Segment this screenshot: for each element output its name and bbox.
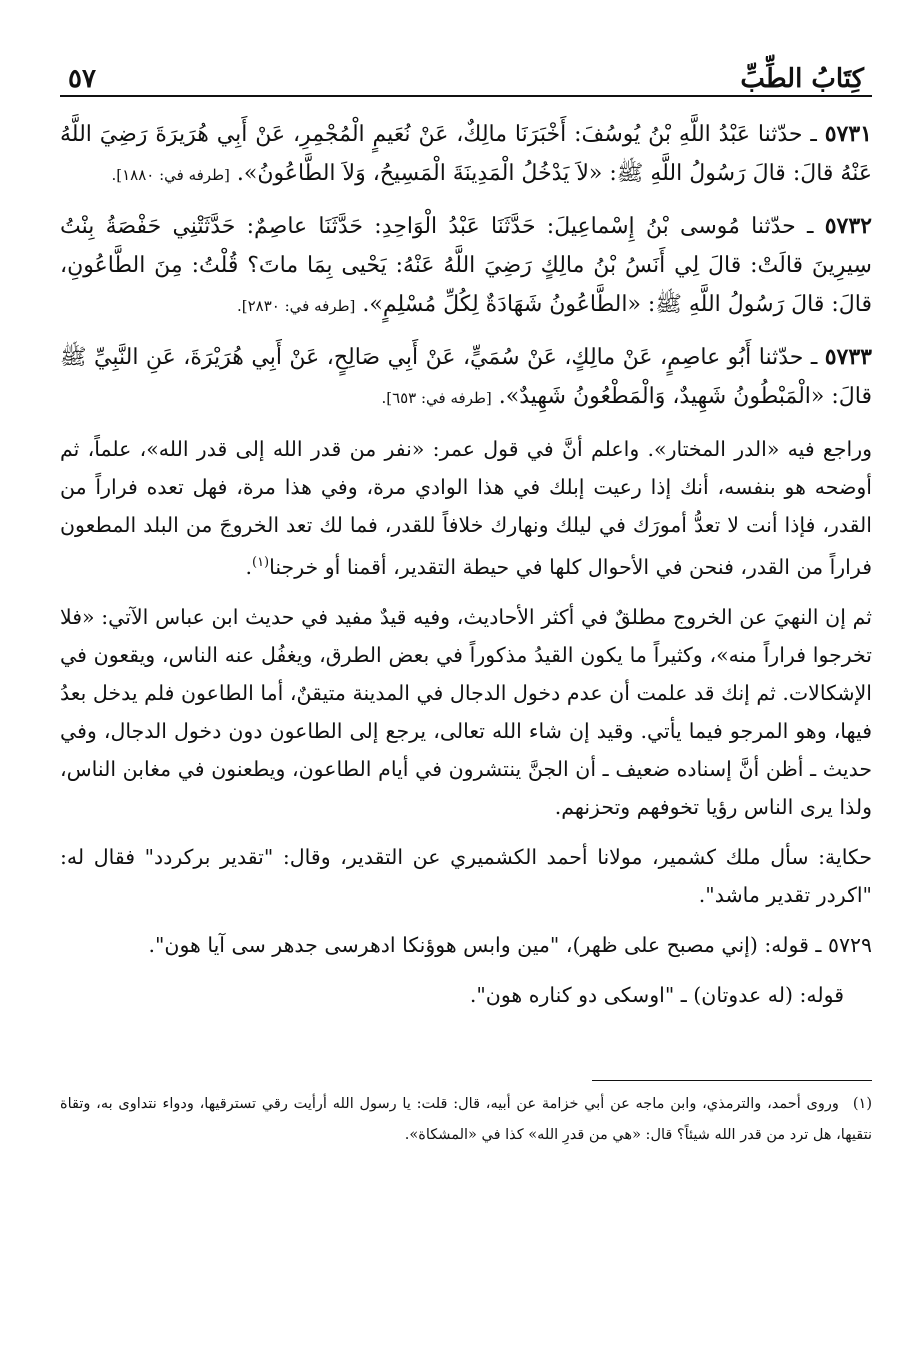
hadith-cross-reference: [طرفه في: ٦٥٣]. xyxy=(381,389,492,407)
commentary-paragraph xyxy=(60,838,872,914)
page-number: ٥٧ xyxy=(68,64,96,94)
commentary-paragraph xyxy=(60,430,872,586)
commentary-text: ٥٧٢٩ ـ قوله: (إني مصبح على ظهر)، "مين وابس هوؤنكا ادهرسى جدهر سى آيا هون". xyxy=(148,932,872,957)
commentary-text: ثم إن النهيَ عن الخروج مطلقٌ في أكثر الأحاديث، وفيه قيدٌ مفيد في حديث ابن عباس الآتي: «فلا تخرجوا فراراً منه»، وكثيراً ما يكون القيدُ مذكوراً في بعض الطرق، ويغفُل عنه الناس، ويقعون في الإشكالات. ثم إنك قد علمت أن عدم دخول الدجال في المدينة متيقنٌ، أما الطاعون فلم يدخل بعدُ فيها، وهو المرجو فيما يأتي. وقيد إن شاء الله تعالى، يرجع إلى الطاعون دون دخول الدجال، وفي حديث ـ أظن أنَّ إسناده ضعيف ـ أن الجنَّ ينتشرون في أيام الطاعون، ويطعنون في مغابن الناس، ولذا يرى الناس رؤيا تخوفهم وتحزنهم. xyxy=(60,604,872,819)
footnote-text: وروى أحمد، والترمذي، وابن ماجه عن أبي خزامة عن أبيه، قال: قلت: يا رسول الله أرأيت رقي تسترقيها، ودواء نتداوى به، وتقاة نتقيها، هل ترد من قدر الله شيئاً؟ قال: «هي من قدرِ الله» كذا في «المشكاة». xyxy=(60,1095,872,1143)
hadith-text: حدّثنا مُوسى بْنُ إِسْماعِيلَ: حَدَّثَنَا عَبْدُ الْوَاحِدِ: حَدَّثَنَا عاصِمٌ: حَدَّثَتْنِي حَفْصَةُ بِنْتُ سِيرِينَ قالَتْ: قالَ لِي أَنَسُ بْنُ مالِكٍ رَضِيَ اللَّهُ عَنْهُ: يَحْيى بِمَا ماتَ؟ قُلْتُ: مِنَ الطَّاعُونِ، قالَ: قالَ رَسُولُ اللَّهِ ﷺ: «الطَّاعُونُ شَهَادَةٌ لِكُلِّ مُسْلِمٍ». xyxy=(60,214,872,317)
footnote xyxy=(60,1089,872,1151)
footnote-reference: (١) xyxy=(251,555,270,570)
hadith-number: ٥٧٣٢ xyxy=(824,213,872,239)
commentary-paragraph xyxy=(60,976,872,1014)
commentary-tail: . xyxy=(245,554,252,579)
hadith-5731: ٥٧٣١ ـ حدّثنا عَبْدُ اللَّهِ بْنُ يُوسُفَ: أَخْبَرَنَا مالِكٌ، عَنْ نُعَيمٍ الْمُجْمِرِ، عَنْ أَبِي هُرَيرَةَ رَضِيَ اللَّهُ عَنْهُ قالَ: قالَ رَسُولُ اللَّهِ ﷺ: «لاَ يَدْخُلُ الْمَدِينَةَ الْمَسِيحُ، وَلاَ الطَّاعُونُ». [طرفه في: ١٨٨٠]. xyxy=(60,121,872,186)
hadith-5732: ٥٧٣٢ ـ حدّثنا مُوسى بْنُ إِسْماعِيلَ: حَدَّثَنَا عَبْدُ الْوَاحِدِ: حَدَّثَنَا عاصِمٌ: حَدَّثَتْنِي حَفْصَةُ بِنْتُ سِيرِينَ قالَتْ: قالَ لِي أَنَسُ بْنُ مالِكٍ رَضِيَ اللَّهُ عَنْهُ: يَحْيى بِمَا ماتَ؟ قُلْتُ: مِنَ الطَّاعُونِ، قالَ: قالَ رَسُولُ اللَّهِ ﷺ: «الطَّاعُونُ شَهَادَةٌ لِكُلِّ مُسْلِمٍ». [طرفه في: ٢٨٣٠]. xyxy=(60,213,872,317)
footnote-number: (١) xyxy=(852,1095,872,1112)
body-text xyxy=(60,115,872,1014)
running-header xyxy=(60,55,872,97)
commentary-paragraph xyxy=(60,926,872,964)
hadith-number: ٥٧٣٣ xyxy=(824,344,872,370)
commentary-text: حكاية: سأل ملك كشمير، مولانا أحمد الكشميري عن التقدير، وقال: "تقدير بركردد" فقال له: "اكردر تقدير ماشد". xyxy=(60,844,872,907)
hadith-5733: ٥٧٣٣ ـ حدّثنا أَبُو عاصِمٍ، عَنْ مالِكٍ، عَنْ سُمَيٍّ، عَنْ أَبِي صَالِحٍ، عَنْ أَبِي هُرَيْرَةَ، عَنِ النَّبِيِّ ﷺ قالَ: «الْمَبْطُونُ شَهِيدٌ، وَالْمَطْعُونُ شَهِيدٌ». [طرفه في: ٦٥٣]. xyxy=(60,344,872,409)
commentary-text: قوله: (له عدوتان) ـ "اوسكى دو كناره هون". xyxy=(469,982,844,1007)
hadith-cross-reference: [طرفه في: ٢٨٣٠]. xyxy=(236,297,356,315)
book-title: كِتَابُ الطِّبِّ xyxy=(740,64,864,94)
footnote-divider xyxy=(592,1080,872,1081)
hadith-number: ٥٧٣١ xyxy=(824,121,872,147)
hadith-text: حدّثنا عَبْدُ اللَّهِ بْنُ يُوسُفَ: أَخْبَرَنَا مالِكٌ، عَنْ نُعَيمٍ الْمُجْمِرِ، عَنْ أَبِي هُرَيرَةَ رَضِيَ اللَّهُ عَنْهُ قالَ: قالَ رَسُولُ اللَّهِ ﷺ: «لاَ يَدْخُلُ الْمَدِينَةَ الْمَسِيحُ، وَلاَ الطَّاعُونُ». xyxy=(60,122,872,186)
commentary-paragraph xyxy=(60,598,872,826)
hadith-text: حدّثنا أَبُو عاصِمٍ، عَنْ مالِكٍ، عَنْ سُمَيٍّ، عَنْ أَبِي صَالِحٍ، عَنْ أَبِي هُرَيْرَةَ، عَنِ النَّبِيِّ ﷺ قالَ: «الْمَبْطُونُ شَهِيدٌ، وَالْمَطْعُونُ شَهِيدٌ». xyxy=(60,345,872,409)
commentary-text: وراجع فيه «الدر المختار». واعلم أنَّ في قول عمر: «نفر من قدر الله إلى قدر الله»، علماً، ثم أوضحه هو بنفسه، أنك إذا رعيت إبلك في هذا الوادي مرة، وفي هذا مرة، فهل تعده فراراً من القدر، فإذا أنت لا تعدُّ أمورَك في ليلك ونهارك خلافاً للقدر، فما لك تعد الخروجَ من البلد المطعون فراراً من القدر، فنحن في الأحوال كلها في حيطة التقدير، أقمنا أو خرجنا xyxy=(60,437,872,579)
hadith-cross-reference: [طرفه في: ١٨٨٠]. xyxy=(111,166,230,184)
